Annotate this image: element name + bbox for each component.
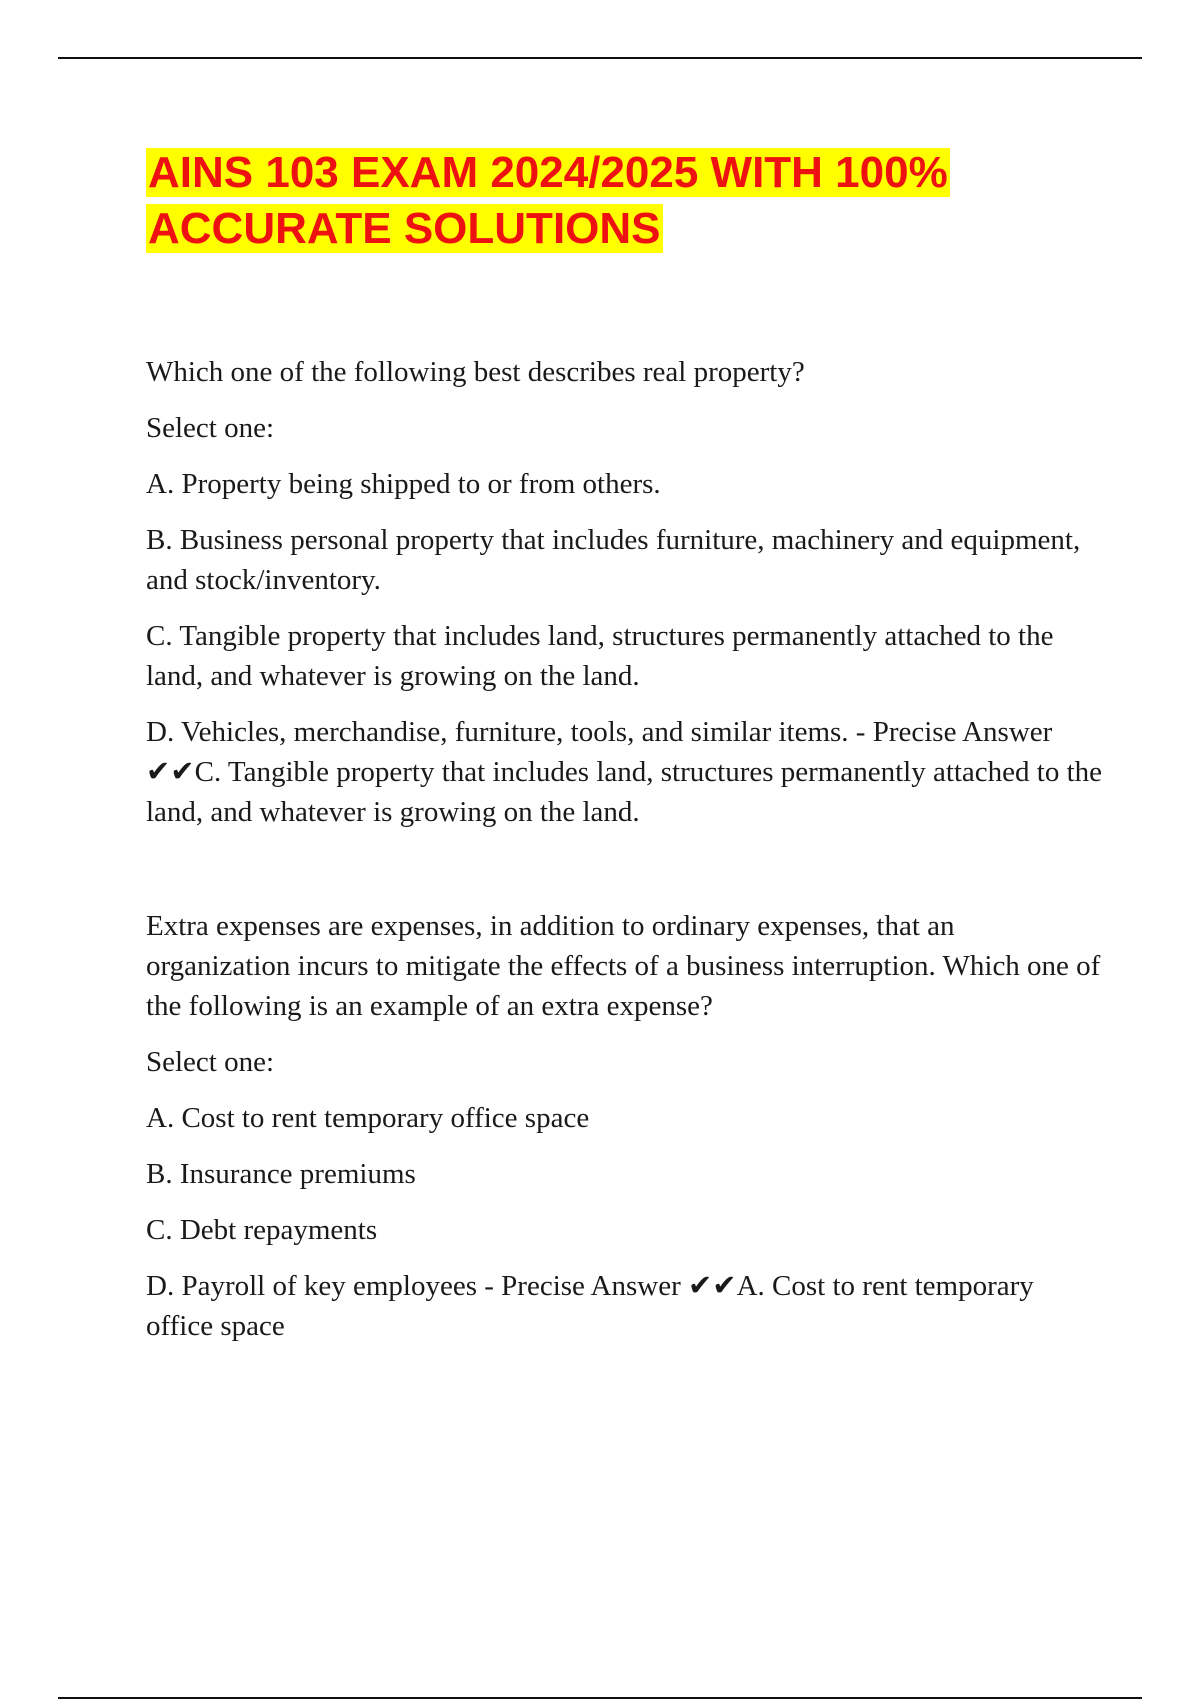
option-b: B. Business personal property that includes furniture, machinery and equipment, and stock/inventory. [146,524,1081,596]
bottom-rule [58,1697,1142,1699]
question-stem: Extra expenses are expenses, in addition to ordinary expenses, that an organization incurs to mitigate the effects of a business interruption. Which one of the following is an example of an extra expense? [146,910,1101,1022]
document-body [146,145,1106,1362]
option-a: A. Property being shipped to or from others. [146,468,661,500]
option-d-with-answer: D. Payroll of key employees - Precise Answer ✔✔A. Cost to rent temporary office space [146,1270,1034,1342]
question-2 [146,906,1106,1346]
option-a: A. Cost to rent temporary office space [146,1102,590,1134]
option-b: B. Insurance premiums [146,1158,416,1190]
title-line-1: AINS 103 EXAM 2024/2025 WITH 100% [148,148,948,197]
question-stem: Which one of the following best describes real property? [146,356,805,388]
select-instruction: Select one: [146,412,275,444]
question-1 [146,352,1106,832]
title-line-2: ACCURATE SOLUTIONS [148,204,661,253]
select-instruction: Select one: [146,1046,275,1078]
top-rule [58,57,1142,59]
option-c: C. Tangible property that includes land, structures permanently attached to the land, and whatever is growing on the land. [146,620,1054,692]
option-d-with-answer: D. Vehicles, merchandise, furniture, tools, and similar items. - Precise Answer ✔✔C. Tangible property that includes land, structures permanently attached to the land, and whatever is growing on the land. [146,716,1103,828]
document-title [146,145,1106,257]
option-c: C. Debt repayments [146,1214,378,1246]
